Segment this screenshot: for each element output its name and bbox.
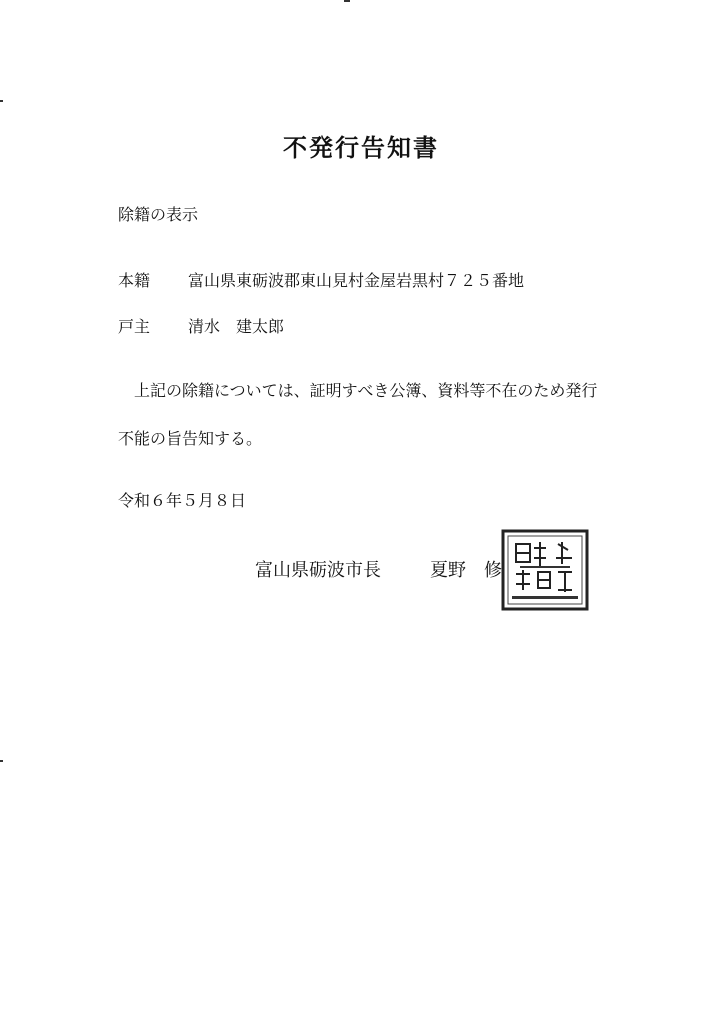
body-line-1: 上記の除籍については、証明すべき公簿、資料等不在のため発行 <box>134 381 598 400</box>
scan-speck <box>344 0 350 2</box>
koshu-value: 清水 建太郎 <box>188 317 285 336</box>
honseki-row <box>118 268 524 291</box>
issue-date: 令和６年５月８日 <box>118 491 247 510</box>
koshu-row <box>118 314 284 337</box>
issuer-title: 富山県砺波市長 <box>255 560 381 581</box>
honseki-label: 本籍 <box>118 271 151 290</box>
honseki-value: 富山県東砺波郡東山見村金屋岩黒村７２５番地 <box>188 271 525 290</box>
signer-name: 夏野 修 <box>430 560 502 581</box>
koshu-label: 戸主 <box>118 317 151 336</box>
official-seal-stamp <box>500 528 590 612</box>
body-line-2: 不能の旨告知する。 <box>118 429 263 448</box>
document-title: 不発行告知書 <box>283 133 439 162</box>
section-heading: 除籍の表示 <box>118 205 199 224</box>
scan-speck <box>0 100 3 102</box>
scan-speck <box>0 760 3 762</box>
